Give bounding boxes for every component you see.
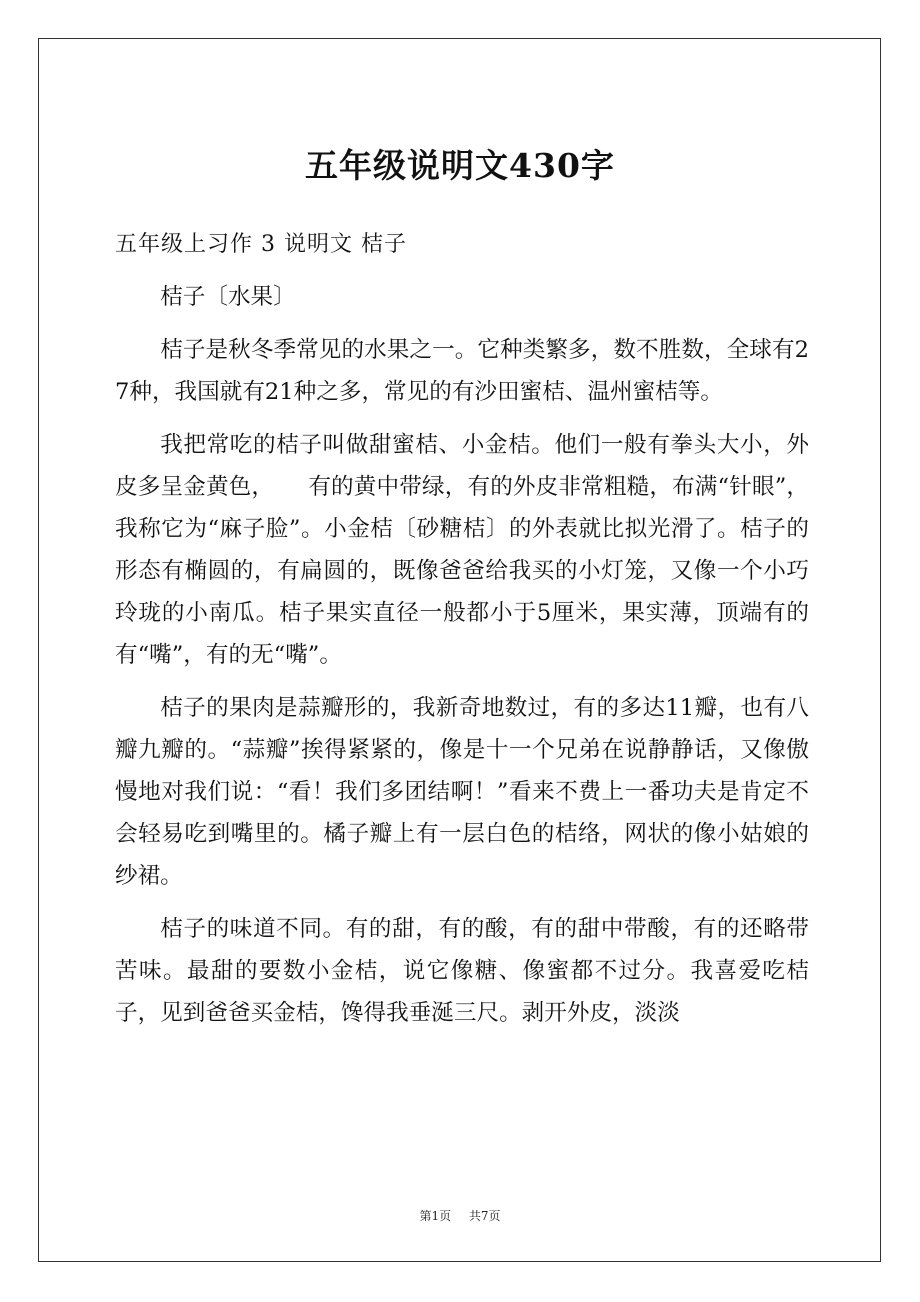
body-paragraph: 桔子是秋冬季常见的水果之一。它种类繁多，数不胜数，全球有27种，我国就有21种之多，常见的有沙田蜜桔、温州蜜桔等。 bbox=[115, 337, 809, 405]
page-number: 第1页 bbox=[419, 1209, 452, 1223]
document-title: 五年级说明文430字 bbox=[305, 146, 615, 185]
document-subtitle: 五年级上习作 3 说明文 桔子 bbox=[115, 232, 407, 257]
page-footer bbox=[0, 1206, 920, 1226]
body-paragraph: 桔子〔水果〕 bbox=[160, 284, 296, 310]
document-body bbox=[115, 276, 809, 1034]
body-paragraph: 我把常吃的桔子叫做甜蜜桔、小金桔。他们一般有拳头大小，外皮多呈金黄色， 有的黄中带绿，有的外皮非常粗糙，布满“针眼”，我称它为“麻子脸”。小金桔〔砂糖桔〕的外表就比拟光滑了。桔子的形态有椭圆的，有扁圆的，既像爸爸给我买的小灯笼，又像一个小巧玲珑的小南瓜。桔子果实直径一般都小于5厘米，果实薄，顶端有的有“嘴”，有的无“嘴”。 bbox=[115, 432, 809, 668]
body-paragraph: 桔子的味道不同。有的甜，有的酸，有的甜中带酸，有的还略带苦味。最甜的要数小金桔，说它像糖、像蜜都不过分。我喜爱吃桔子，见到爸爸买金桔，馋得我垂涎三尺。剥开外皮，淡淡 bbox=[115, 916, 809, 1026]
body-paragraph: 桔子的果肉是蒜瓣形的，我新奇地数过，有的多达11瓣，也有八瓣九瓣的。“蒜瓣”挨得紧紧的，像是十一个兄弟在说静静话，又像傲慢地对我们说：“看！我们多团结啊！”看来不费上一番功夫是肯定不会轻易吃到嘴里的。橘子瓣上有一层白色的桔络，网状的像小姑娘的纱裙。 bbox=[115, 695, 809, 889]
total-pages: 共7页 bbox=[468, 1209, 501, 1223]
